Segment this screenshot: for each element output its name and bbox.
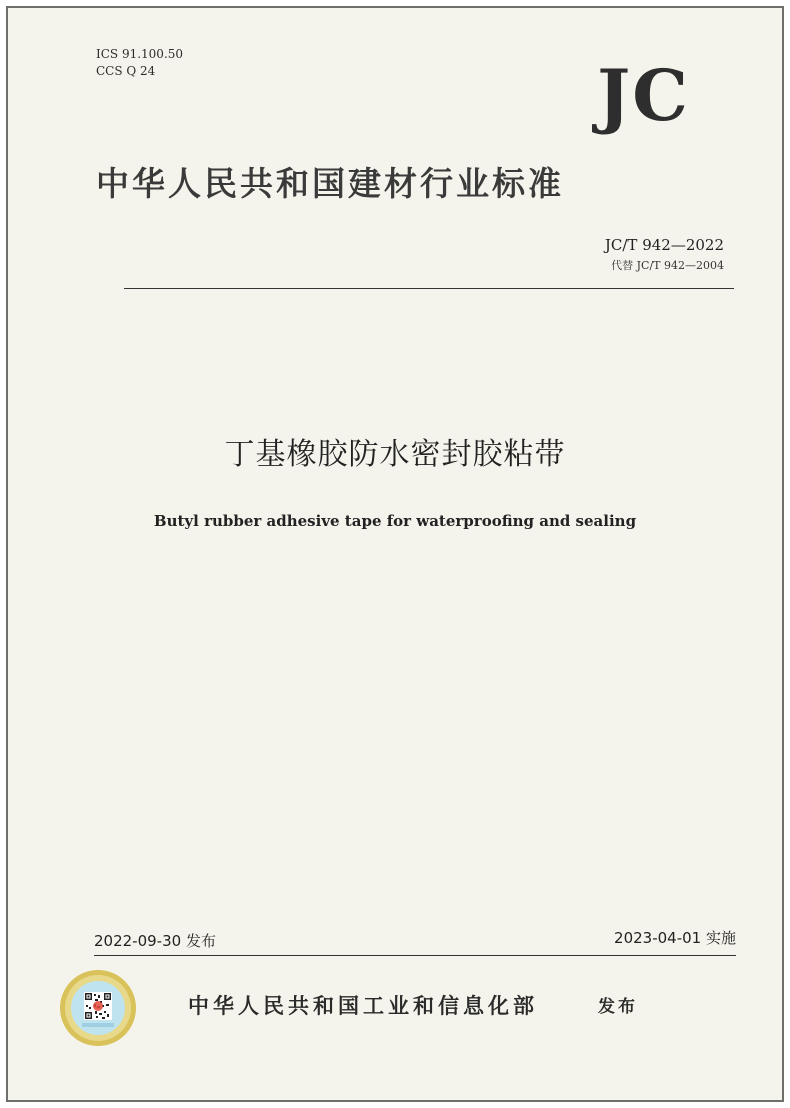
publisher-suffix: 发布	[598, 997, 638, 1017]
classification-codes	[96, 46, 183, 80]
publisher-name: 中华人民共和国工业和信息化部	[188, 994, 538, 1018]
jc-logo: JC	[597, 54, 690, 137]
document-title-english: Butyl rubber adhesive tape for waterproofing and sealing	[153, 512, 637, 530]
ccs-code: CCS Q 24	[96, 64, 156, 78]
document-cover	[6, 6, 784, 1102]
standard-type-heading: 中华人民共和国建材行业标准	[96, 164, 564, 203]
replaced-standard: 代替 JC/T 942—2004	[611, 259, 724, 272]
document-title-chinese: 丁基橡胶防水密封胶粘带	[224, 437, 566, 472]
footer-divider	[94, 955, 736, 956]
header-divider	[124, 288, 734, 289]
standard-number: JC/T 942—2022	[604, 236, 724, 254]
anti-counterfeit-qr-seal-icon	[58, 968, 138, 1048]
issue-date: 2022-09-30 发布	[94, 932, 216, 950]
ics-code: ICS 91.100.50	[96, 47, 184, 61]
implementation-date: 2023-04-01 实施	[614, 929, 736, 947]
